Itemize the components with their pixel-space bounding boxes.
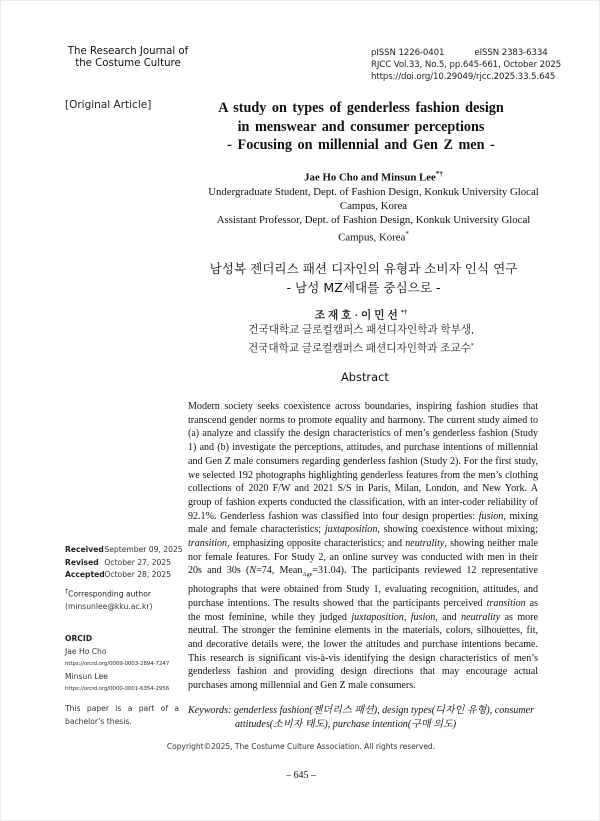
- keywords-line2: attitudes(소비자 태도), purchase intention(구매 의도): [235, 719, 457, 730]
- title-line2: in menswear and consumer perceptions: [237, 118, 485, 135]
- affiliation2-line2: Campus, Korea: [338, 231, 406, 244]
- affiliation2-row: [186, 227, 561, 245]
- korean-affiliation2: 건국대학교 글로컬캠퍼스 패션디자인학과 조교수: [247, 343, 471, 355]
- revised-row: [65, 557, 183, 570]
- affiliation2-line1: Assistant Professor, Dept. of Fashion Design, Konkuk University Glocal: [216, 213, 531, 226]
- abstract-text: =31.04). The participants reviewed 12 representative photographs that were obtained from Study 1, evaluating recognition, attitudes, and purchase intentions. The results showed that the participants perceived: [188, 565, 538, 609]
- term-transition: transition: [486, 597, 526, 609]
- n-symbol: N: [249, 565, 257, 577]
- affiliation1-line2: Campus, Korea: [339, 199, 408, 212]
- age-subscript: Age: [302, 572, 313, 579]
- revised-date: October 27, 2025: [104, 557, 172, 567]
- affiliation2-mark: *: [405, 229, 409, 238]
- corresponding-author: [65, 586, 152, 614]
- orcid-author2: Minsun Lee: [65, 671, 108, 681]
- keywords-label: Keywords:: [188, 705, 232, 716]
- orcid-url1[interactable]: https://orcid.org/0009-0003-2894-7247: [65, 661, 170, 667]
- corresponding-label: Corresponding author: [68, 589, 151, 599]
- abstract-text: , emphasizing opposite characteristics; and: [227, 538, 406, 550]
- abstract-text: , and: [435, 611, 462, 623]
- term-juxtaposition: juxtaposition: [324, 524, 378, 536]
- paper-title: [201, 99, 521, 155]
- abstract-text: as the most feminine, while they judged: [188, 597, 538, 623]
- term-fusion: fusion: [478, 510, 504, 522]
- term-fusion: fusion: [410, 611, 436, 623]
- affiliation1-line1: Undergraduate Student, Dept. of Fashion Design, Konkuk University Glocal: [208, 185, 539, 198]
- orcid-url2[interactable]: https://orcid.org/0000-0001-6354-2956: [65, 686, 170, 692]
- korean-title: [191, 259, 536, 297]
- corresponding-mark: †: [65, 588, 69, 595]
- journal-name-line2: the Costume Culture: [75, 58, 181, 69]
- corresponding-email[interactable]: (minsunlee@kku.ac.kr): [65, 602, 153, 612]
- author-names-row: [186, 167, 561, 185]
- abstract-text: , mixing male and female characteristics;: [188, 510, 538, 536]
- thesis-note: This paper is a part of a bachelor’s thesis.: [65, 704, 179, 726]
- abstract-text: =74, Mean: [256, 565, 303, 577]
- doi-link[interactable]: https://doi.org/10.29049/rjcc.2025.33.5.645: [371, 72, 556, 82]
- article-dates: [65, 544, 183, 582]
- term-neutrality: neutrality: [461, 611, 501, 623]
- abstract-text: ,: [403, 611, 411, 623]
- corresponding-row: [65, 586, 152, 601]
- abstract-text: as more neutral. The stronger the feminine elements in the materials, colors, silhouettes, fit, and decorative details were, the lower the attitudes and purchase intentions became. This research is significant vis-à-vis identifying the design characteristics of men’s genderless fashion and providing design directions that may encourage actual purchases among millennial and Gen Z male consumers.: [188, 611, 538, 692]
- accepted-row: [65, 569, 183, 582]
- title-line1: A study on types of genderless fashion design: [218, 100, 504, 116]
- journal-name: [63, 46, 193, 70]
- korean-affiliation2-row: [221, 339, 501, 357]
- abstract-text: , showing neither male nor female features. For Study 2, an online survey was conducted with men in their 20s and 30s (: [188, 538, 538, 577]
- journal-name-line1: The Research Journal of: [67, 46, 189, 57]
- korean-names-mark: *†: [400, 309, 408, 316]
- keywords: [188, 704, 538, 732]
- issn-row: [371, 47, 561, 59]
- orcid-author1: Jae Ho Cho: [65, 646, 107, 656]
- received-row: [65, 544, 183, 557]
- abstract-heading: Abstract: [341, 370, 389, 384]
- korean-title-line1: 남성복 젠더리스 패션 디자인의 유형과 소비자 인식 연구: [209, 261, 518, 276]
- korean-names-row: [221, 306, 501, 324]
- term-juxtaposition: juxtaposition: [351, 611, 404, 623]
- keywords-line1: genderless fashion(젠더리스 패션), design types(디자인 유형), consumer: [233, 705, 535, 716]
- accepted-date: October 28, 2025: [104, 570, 172, 579]
- abstract-text: , showing coexistence without mixing;: [377, 524, 538, 536]
- accepted-label: Accepted: [65, 570, 105, 579]
- page-number: – 645 –: [286, 770, 316, 781]
- revised-label: Revised: [65, 557, 99, 567]
- received-date: September 09, 2025: [104, 545, 183, 554]
- eissn: eISSN 2383-6334: [474, 48, 548, 58]
- abstract-text: Modern society seeks coexistence across boundaries, inspiring fashion studies that transcend gender norms to promote equality and harmony. The current study aimed to (a) analyze and classify the design characteristics of men’s genderless fashion (Study 1) and (b) investigate the perceptions, attitudes, and purchase intentions of millennial and Gen Z male consumers regarding genderless fashion (Study 2). For the first study, we selected 192 photographs highlighting genderless features from the men’s clothing collections of 2020 F/W and 2021 S/S in Paris, Milan, London, and New York. A group of fashion experts conducted the classification, with an inter-coder reliability of 92.1%. Genderless fashion was classified into four design properties:: [188, 401, 538, 522]
- abstract-body: [188, 400, 538, 693]
- korean-author-block: [221, 306, 501, 357]
- korean-affiliation2-mark: *: [470, 341, 475, 349]
- citation: RJCC Vol.33, No.5, pp.645-661, October 2025: [371, 60, 562, 70]
- term-transition: transition: [188, 538, 228, 550]
- title-line3: - Focusing on millennial and Gen Z men -: [227, 137, 495, 153]
- author-block: [186, 167, 561, 244]
- korean-title-line2: - 남성 MZ세대를 중심으로 -: [286, 280, 441, 295]
- author-names: Jae Ho Cho and Minsun Lee: [304, 171, 436, 184]
- article-type: [Original Article]: [65, 99, 152, 111]
- received-label: Received: [65, 545, 104, 554]
- korean-affiliation1: 건국대학교 글로컬캠퍼스 패션디자인학과 학부생,: [248, 325, 474, 337]
- copyright: Copyright©2025, The Costume Culture Association. All rights reserved.: [166, 742, 436, 751]
- orcid-label: ORCID: [65, 634, 93, 643]
- pissn: pISSN 1226-0401: [371, 48, 445, 58]
- korean-author-names: 조재호·이민선: [314, 310, 401, 322]
- term-neutrality: neutrality: [405, 538, 445, 550]
- publication-info: [371, 47, 561, 83]
- orcid-block: [65, 633, 169, 696]
- author-names-mark: *†: [435, 170, 443, 178]
